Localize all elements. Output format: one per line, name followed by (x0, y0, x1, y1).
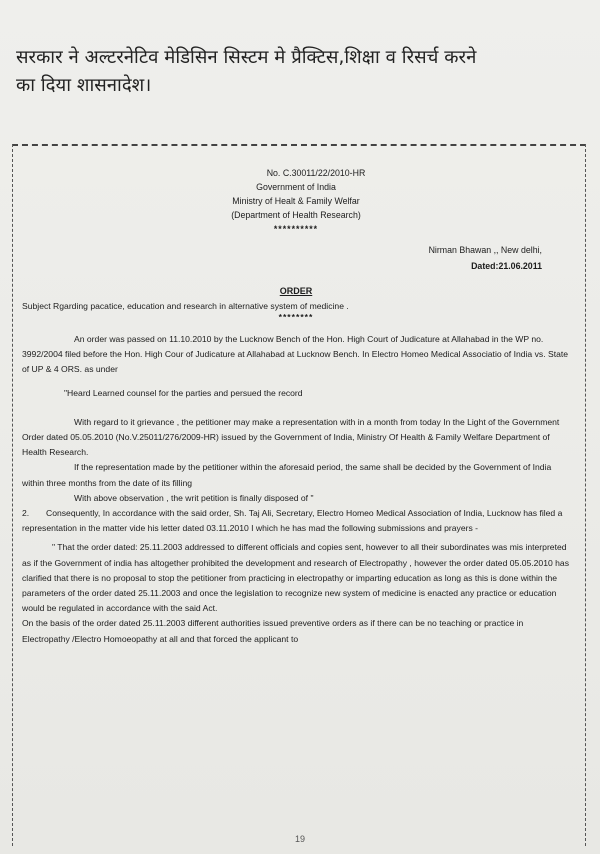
govt-line: Government of India (256, 182, 336, 192)
hindi-heading-line1: सरकार ने अल्टरनेटिव मेडिसिन सिस्टम मे प्रैक्टिस,शिक्षा व रिसर्च करने (16, 47, 477, 68)
header-stars: ********** (273, 224, 319, 234)
page-number: 19 (294, 834, 305, 844)
subject-stars: ******** (278, 312, 314, 322)
order-title: ORDER (279, 286, 313, 296)
letter-header (22, 166, 570, 236)
paragraph-2-text: Consequently, In accordance with the said order, Sh. Taj Ali, Secretary, Electro Homeo Medical Association of India, Lucknow has filed a representation in the matter vide his letter dated 03.11.2010 I which he has mad the following submissions and prayers - (22, 508, 563, 534)
department-line: (Department of Health Research) (231, 210, 361, 220)
paragraph-representation: If the representation made by the petitioner within the aforesaid period, the same shall be decided by the Government of India within three months from the date of its filling (22, 462, 552, 488)
subject-line: Subject Rgarding pacatice, education and research in alternative system of medicine . (22, 301, 349, 311)
hindi-heading-line2: का दिया शासनादेश। (16, 75, 152, 96)
paragraph-2 (22, 506, 570, 536)
order-document (22, 166, 570, 647)
paragraph-basis: On the basis of the order dated 25.11.2003 different authorities issued preventive orders as if there can be no teaching or practice in Electropathy /Electro Homoeopathy at all and that forced the applicant to (22, 618, 524, 644)
paragraph-grievance: With regard to it grievance , the petitioner may make a representation with in a month from today In the Light of the Government Order dated 05.05.2010 (No.V.25011/276/2009-HR) issued by the Government of India, Ministry Of Health & Family Welfare Department of Health Research. (22, 416, 560, 458)
quote-heard: "Heard Learned counsel for the parties and persued the record (64, 387, 303, 398)
file-number: No. C.30011/22/2010-HR (266, 168, 366, 178)
quote-submission: " That the order dated: 25.11.2003 addressed to different officials and copies sent, however to all their subordinates was mis interpreted as if the Government of india has altogether prohibited the development and research of Electropathy , however the order dated 05.05.2010 has clarified that there is no proposal to stop the petitioner from practicing in electropathy or imparting education as long as this is done within the parameters of the order dated 25.11.2003 and once the legislation to recognize new system of medicine is enacted any practice or education would be regulated in accordance with the said Act. (22, 542, 570, 614)
paragraph-number: 2. (22, 508, 30, 519)
hindi-heading (16, 44, 576, 100)
address-date: Dated:21.06.2011 (471, 261, 542, 271)
address-block (22, 242, 542, 274)
paragraph-1: An order was passed on 11.10.2010 by the Lucknow Bench of the Hon. High Court of Judicature at Allahabad in the WP no. 3992/2004 filed before the Hon. High Cour of Judicature at Allahabad at Lucknow Bench. In Electro Homeo Medical Associatio of India vs. State of UP & 4 ORS. as under (22, 334, 569, 375)
ministry-line: Ministry of Healt & Family Welfar (232, 196, 360, 206)
address-place: Nirman Bhawan ,, New delhi, (428, 245, 542, 255)
paragraph-disposed: With above observation , the writ petition is finally disposed of " (74, 492, 314, 503)
